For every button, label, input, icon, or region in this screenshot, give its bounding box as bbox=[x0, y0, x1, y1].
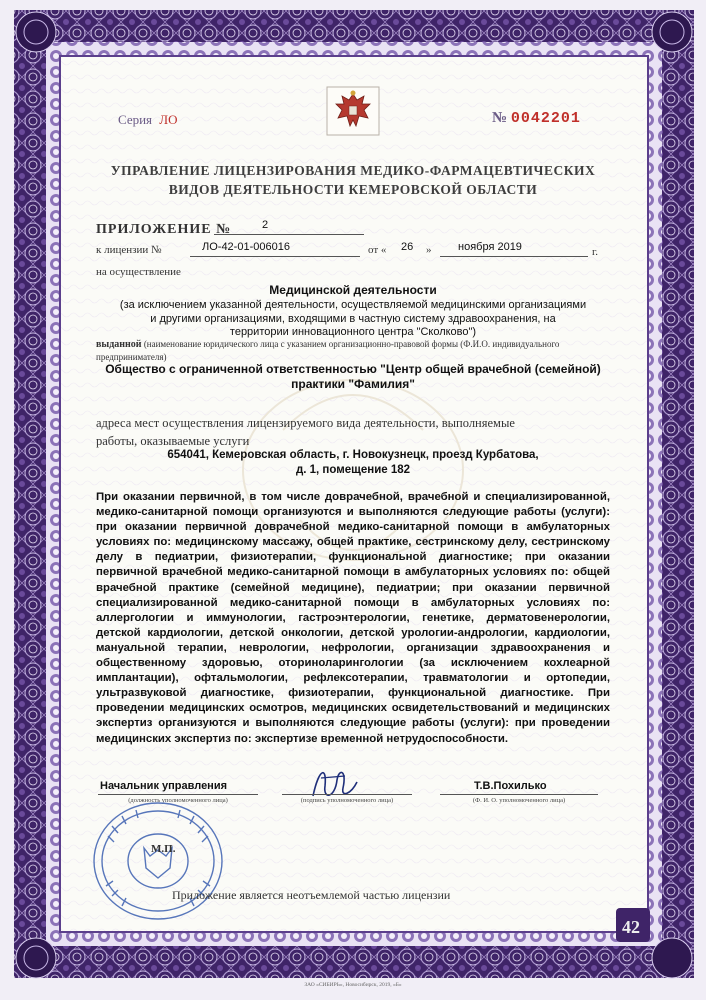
address-line-1: 654041, Кемеровская область, г. Новокузнецк, проезд Курбатова, bbox=[167, 449, 539, 461]
license-date-month-year: ноября 2019 bbox=[458, 241, 522, 253]
license-date-underline bbox=[440, 256, 588, 257]
activity-detail-line-2: и другими организациями, входящими в частную систему здравоохранения, на bbox=[150, 313, 556, 325]
number-label: № bbox=[492, 110, 508, 126]
official-stamp-icon bbox=[88, 796, 228, 926]
signature-caption: (подпись уполномоченного лица) bbox=[300, 797, 394, 804]
series-label: Серия bbox=[118, 112, 153, 127]
document-number-field bbox=[492, 110, 581, 127]
license-date-year-suffix: г. bbox=[592, 246, 599, 258]
stamp-mp-label: М.П. bbox=[151, 843, 176, 855]
license-number-underline bbox=[190, 256, 360, 257]
license-number: ЛО-42-01-006016 bbox=[202, 241, 290, 253]
issued-caption bbox=[96, 338, 616, 363]
role-underline bbox=[98, 794, 258, 795]
appendix-label: ПРИЛОЖЕНИЕ № bbox=[96, 222, 232, 237]
appendix-underline bbox=[214, 234, 364, 235]
issued-caption-line-1: (наименование юридического лица с указанием организационно-правовой формы (Ф.И.О. индивидуального bbox=[143, 339, 560, 349]
role-caption: (должность уполномоченного лица) bbox=[128, 797, 228, 804]
appendix-footer-note: Приложение является неотъемлемой частью лицензии bbox=[172, 888, 451, 902]
signature-underline bbox=[282, 794, 412, 795]
printer-imprint: ЗАО «СИБИРЬ», Новосибирск, 2019, «Б» bbox=[304, 982, 402, 988]
organization-line-2: практики "Фамилия" bbox=[291, 377, 415, 391]
services-description: При оказании первичной, в том числе доврачебной, врачебной и специализированной, медико-санитарной помощи организуются и выполняются следующие работы (услуги): при оказании первичной доврачебной медико-санитарной помощи в амбулаторных условиях по: медицинскому массажу, общей практике, сестринскому делу, сестринскому делу в педиатрии, физиотерапии, функциональной диагностике; при оказании первичной врачебной медико-санитарной помощи в амбулаторных условиях по: общей врачебной практике (семейной медицине), педиатрии; при оказании первичной специализированной медико-санитарной помощи в амбулаторных условиях по: аллергологии и иммунологии, гастроэнтерологии, генетике, дерматовенерологии, детской кардиологии, детской онкологии, детской урологии-андрологии, кардиологии, мануальной терапии, неврологии, нефрологии, организации здравоохранения и общественному здоровью, оториноларингологии (за исключением кохлеарной имплантации), офтальмологии, рефлексотерапии, травматологии и ортопедии, ультразвуковой диагностике, физиотерапии, функциональной диагностике. При проведении медицинских осмотров, медицинских освидетельствований и медицинских экспертиз организуются и выполняются следующие работы (услуги): при проведении медицинских экспертиз по: экспертизе временной нетрудоспособности. bbox=[96, 491, 610, 745]
coat-of-arms-icon bbox=[326, 86, 380, 136]
activity-name: Медицинской деятельности bbox=[269, 283, 437, 297]
activity-detail-line-3: территории инновационного центра "Сколково") bbox=[229, 326, 477, 338]
license-date-quote-close: » bbox=[426, 244, 432, 256]
address-label-line-2: работы, оказываемые услуги bbox=[96, 434, 250, 448]
license-date-from-label: от « bbox=[368, 244, 387, 256]
address-line-2: д. 1, помещение 182 bbox=[295, 464, 411, 476]
organization-name bbox=[96, 362, 610, 392]
license-date-day: 26 bbox=[401, 241, 414, 253]
issued-label: выданной bbox=[96, 339, 142, 350]
series-value: ЛО bbox=[159, 112, 178, 127]
address-label bbox=[96, 414, 616, 450]
name-underline bbox=[440, 794, 598, 795]
corner-number: 42 bbox=[622, 917, 640, 937]
issued-caption-line-2: предпринимателя) bbox=[96, 352, 167, 362]
activity-label: на осуществление bbox=[96, 266, 181, 278]
activity-detail-line-1: (за исключением указанной деятельности, осуществляемой медицинскими организациями bbox=[119, 299, 587, 311]
address-label-line-1: адреса мест осуществления лицензируемого вида деятельности, выполняемые bbox=[96, 416, 515, 430]
signatory-name: Т.В.Похилько bbox=[474, 780, 547, 792]
series-field bbox=[118, 112, 178, 128]
issuer-title-line-1: УПРАВЛЕНИЕ ЛИЦЕНЗИРОВАНИЯ МЕДИКО-ФАРМАЦЕВТИЧЕСКИХ bbox=[110, 163, 596, 178]
license-label: к лицензии № bbox=[96, 244, 162, 256]
address-value bbox=[96, 448, 610, 478]
signatory-role: Начальник управления bbox=[100, 780, 228, 792]
organization-line-1: Общество с ограниченной ответственностью "Центр общей врачебной (семейной) bbox=[105, 362, 601, 376]
name-caption: (Ф. И. О. уполномоченного лица) bbox=[472, 797, 566, 804]
number-value: 0042201 bbox=[510, 110, 581, 127]
appendix-number: 2 bbox=[262, 219, 269, 231]
issuer-title-line-2: ВИДОВ ДЕЯТЕЛЬНОСТИ КЕМЕРОВСКОЙ ОБЛАСТИ bbox=[168, 182, 538, 197]
